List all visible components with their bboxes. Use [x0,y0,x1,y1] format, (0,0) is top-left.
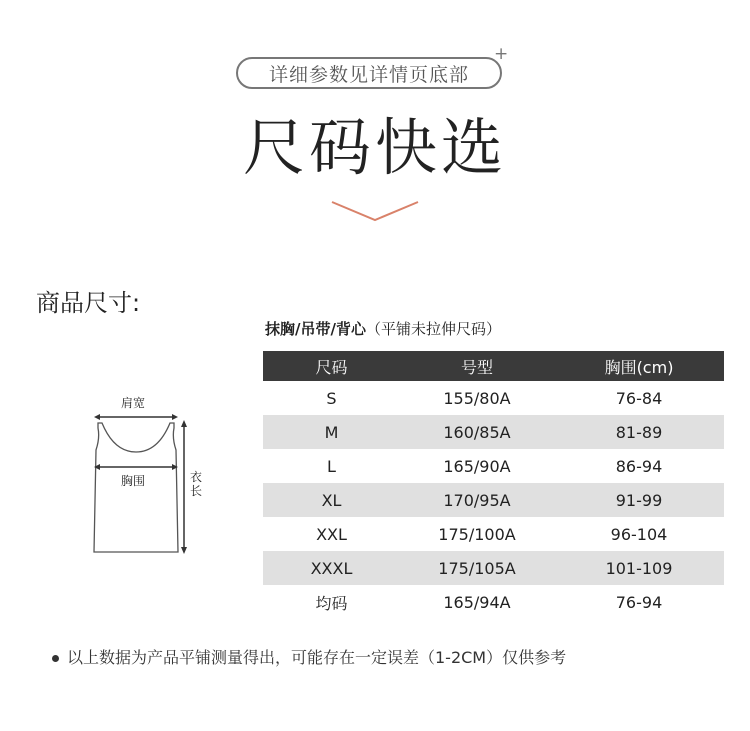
size-cell: L [327,456,336,476]
table-title [265,318,501,339]
table-row [263,381,724,415]
model-cell: 160/85A [400,415,554,449]
col-header-size: 尺码 [263,351,400,381]
table-row [263,483,724,517]
table-row [263,415,724,449]
page-title: 尺码快选 [242,111,507,184]
footnote-text: 以上数据为产品平铺测量得出，可能存在一定误差（1-2CM）仅供参考 [67,648,567,667]
size-cell: XXXL [263,551,400,585]
table-title-text: 抹胸/吊带/背心 [265,320,366,338]
size-cell: S [326,388,337,408]
table-row [263,551,724,585]
model-cell: 175/100A [438,524,516,544]
chest-cell: 86-94 [615,456,663,476]
bullet-icon [52,655,59,662]
size-cell: 均码 [315,593,348,613]
table-row [263,449,724,483]
chest-cell: 76-84 [615,388,663,408]
shoulder-label: 肩宽 [121,396,146,410]
size-cell: XXL [316,524,347,544]
garment-diagram [86,390,206,560]
model-cell: 175/105A [400,551,554,585]
footnote [52,645,566,668]
table-header-row [263,351,724,381]
col-header-chest: 胸围(cm) [554,351,724,381]
detail-pill-text: 详细参数见详情页底部 [268,63,469,86]
table-row [263,585,724,619]
table-title-note: （平铺未拉伸尺码） [365,320,501,338]
size-table [263,351,724,619]
chest-cell: 101-109 [554,551,724,585]
chevron-down-icon [330,198,420,224]
col-header-model: 号型 [400,351,554,381]
chest-cell: 81-89 [554,415,724,449]
chest-cell: 91-99 [554,483,724,517]
size-cell: M [263,415,400,449]
model-cell: 165/90A [443,456,511,476]
section-title: 商品尺寸: [36,289,141,317]
plus-icon: + [494,44,509,64]
size-cell: XL [263,483,400,517]
table-row [263,517,724,551]
chest-cell: 96-104 [610,524,668,544]
model-cell: 165/94A [443,592,511,612]
chest-cell: 76-94 [615,592,663,612]
length-label: 衣长 [190,470,203,498]
chest-label: 胸围 [121,474,146,488]
tank-top-illustration [86,390,206,560]
detail-pill [236,57,502,89]
model-cell: 170/95A [400,483,554,517]
model-cell: 155/80A [443,388,511,408]
